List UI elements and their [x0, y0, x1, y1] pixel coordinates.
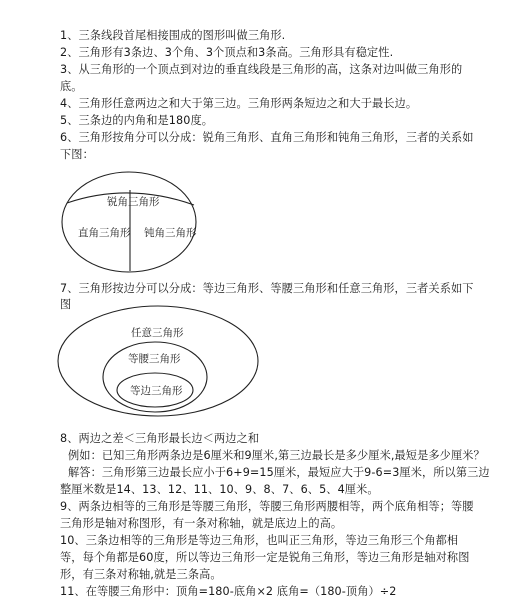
point-10: 10、三条边相等的三角形是等边三角形，也叫正三角形，等边三角形三个角都相	[60, 534, 459, 547]
point-3: 3、从三角形的一个顶点到对边的垂直线段是三角形的高，这条对边叫做三角形的	[60, 63, 463, 76]
point-6: 6、三角形按角分可以分成：锐角三角形、直角三角形和钝角三角形，三者的关系如	[60, 131, 474, 144]
point-7-continued: 图	[60, 298, 72, 311]
point-8-answer-continued: 整厘米数是14、13、12、11、10、9、8、7、6、5、4厘米。	[60, 483, 379, 496]
acute-triangle-label: 锐角三角形	[107, 196, 160, 208]
point-8-example: 例如：已知三角形两条边是6厘米和9厘米,第三边最长是多少厘米,最短是多少厘米？	[68, 449, 485, 462]
point-3-continued: 底。	[60, 80, 83, 93]
point-6-continued: 下图：	[60, 148, 94, 161]
isosceles-triangle-label: 等腰三角形	[128, 353, 181, 365]
point-2: 2、三角形有3条边、3个角、3个顶点和3条高。三角形具有稳定性.	[60, 46, 394, 59]
obtuse-triangle-label: 钝角三角形	[144, 227, 197, 239]
point-5: 5、三条边的内角和是180度。	[60, 114, 214, 127]
point-11: 11、在等腰三角形中：顶角=180-底角×2 底角=（180-顶角）÷2	[60, 585, 397, 598]
scalene-triangle-label: 任意三角形	[131, 327, 184, 339]
point-8: 8、两边之差＜三角形最长边＜两边之和	[60, 432, 260, 445]
point-10-continued: 等，每个角都是60度，所以等边三角形一定是锐角三角形，等边三角形是轴对称图	[60, 551, 470, 564]
point-10-continued-2: 形，有三条对称轴,就是三条高。	[60, 568, 222, 581]
point-4: 4、三角形任意两边之和大于第三边。三角形两条短边之和大于最长边。	[60, 97, 418, 110]
equilateral-triangle-label: 等边三角形	[130, 385, 183, 397]
point-7: 7、三角形按边分可以分成：等边三角形、等腰三角形和任意三角形，三者关系如下	[60, 282, 474, 295]
point-1: 1、三条线段首尾相接围成的图形叫做三角形.	[60, 29, 286, 42]
point-8-answer: 解答：三角形第三边最长应小于6+9=15厘米，最短应大于9-6=3厘米，所以第三边	[68, 466, 490, 479]
point-9: 9、两条边相等的三角形是等腰三角形，等腰三角形两腰相等，两个底角相等；等腰	[60, 500, 474, 513]
diagram1-ellipse	[62, 172, 196, 272]
point-9-continued: 三角形是轴对称图形，有一条对称轴，就是底边上的高。	[60, 517, 343, 530]
right-triangle-label: 直角三角形	[78, 227, 131, 239]
